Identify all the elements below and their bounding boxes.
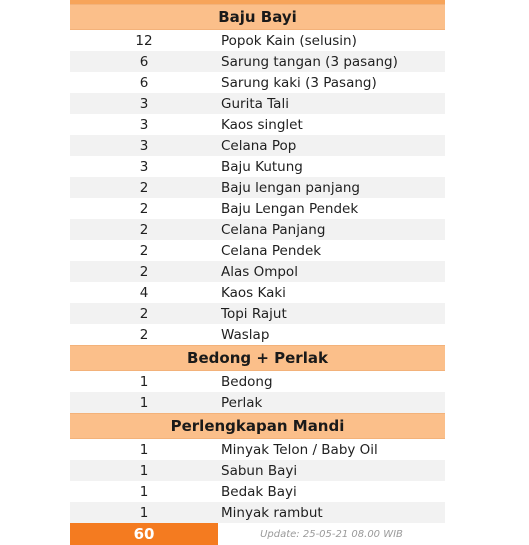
item-cell: Kaos singlet <box>221 116 303 133</box>
update-timestamp: Update: 25-05-21 08.00 WIB <box>260 528 403 540</box>
quantity-cell: 12 <box>135 32 153 49</box>
table-row <box>70 392 445 413</box>
table-row <box>70 324 445 345</box>
table-row <box>70 481 445 502</box>
section-header: Bedong + Perlak <box>70 345 445 371</box>
quantity-cell: 1 <box>139 373 149 390</box>
table-row <box>70 198 445 219</box>
total-count: 60 <box>70 523 218 545</box>
quantity-cell: 2 <box>139 221 149 238</box>
item-cell: Perlak <box>221 394 263 411</box>
item-cell: Baju Lengan Pendek <box>221 200 359 217</box>
table-row <box>70 177 445 198</box>
item-cell: Sarung tangan (3 pasang) <box>221 53 398 70</box>
item-cell: Minyak Telon / Baby Oil <box>221 441 378 458</box>
item-cell: Gurita Tali <box>221 95 289 112</box>
item-cell: Alas Ompol <box>221 263 298 280</box>
quantity-cell: 6 <box>139 74 149 91</box>
quantity-cell: 3 <box>139 137 149 154</box>
quantity-cell: 3 <box>139 95 149 112</box>
item-cell: Baju Kutung <box>221 158 303 175</box>
quantity-cell: 2 <box>139 326 149 343</box>
item-cell: Bedak Bayi <box>221 483 297 500</box>
quantity-cell: 6 <box>139 53 149 70</box>
quantity-cell: 3 <box>139 158 149 175</box>
quantity-cell: 3 <box>139 116 149 133</box>
table-row <box>70 303 445 324</box>
item-cell: Waslap <box>221 326 270 343</box>
item-cell: Sabun Bayi <box>221 462 298 479</box>
item-cell: Popok Kain (selusin) <box>221 32 357 49</box>
table-row <box>70 261 445 282</box>
table-row <box>70 135 445 156</box>
item-cell: Topi Rajut <box>221 305 287 322</box>
item-cell: Celana Pop <box>221 137 297 154</box>
quantity-cell: 1 <box>139 462 149 479</box>
item-cell: Kaos Kaki <box>221 284 286 301</box>
table-footer <box>70 523 445 545</box>
item-cell: Bedong <box>221 373 273 390</box>
table-body <box>70 4 445 523</box>
quantity-cell: 2 <box>139 305 149 322</box>
table-row <box>70 240 445 261</box>
table-row <box>70 93 445 114</box>
item-cell: Sarung kaki (3 Pasang) <box>221 74 377 91</box>
table-row <box>70 439 445 460</box>
item-cell: Celana Panjang <box>221 221 326 238</box>
quantity-cell: 1 <box>139 394 149 411</box>
table-row <box>70 30 445 51</box>
section-header: Baju Bayi <box>70 4 445 30</box>
item-cell: Celana Pendek <box>221 242 322 259</box>
quantity-cell: 4 <box>139 284 149 301</box>
item-cell: Minyak rambut <box>221 504 323 521</box>
quantity-cell: 2 <box>139 263 149 280</box>
table-row <box>70 114 445 135</box>
section-header: Perlengkapan Mandi <box>70 413 445 439</box>
quantity-cell: 1 <box>139 441 149 458</box>
table-row <box>70 502 445 523</box>
quantity-cell: 1 <box>139 483 149 500</box>
table-row <box>70 460 445 481</box>
quantity-cell: 2 <box>139 242 149 259</box>
table-row <box>70 282 445 303</box>
table-row <box>70 72 445 93</box>
table-row <box>70 156 445 177</box>
quantity-cell: 1 <box>139 504 149 521</box>
table-row <box>70 51 445 72</box>
quantity-cell: 2 <box>139 179 149 196</box>
checklist-table <box>70 0 445 545</box>
table-row <box>70 219 445 240</box>
table-row <box>70 371 445 392</box>
quantity-cell: 2 <box>139 200 149 217</box>
item-cell: Baju lengan panjang <box>221 179 360 196</box>
